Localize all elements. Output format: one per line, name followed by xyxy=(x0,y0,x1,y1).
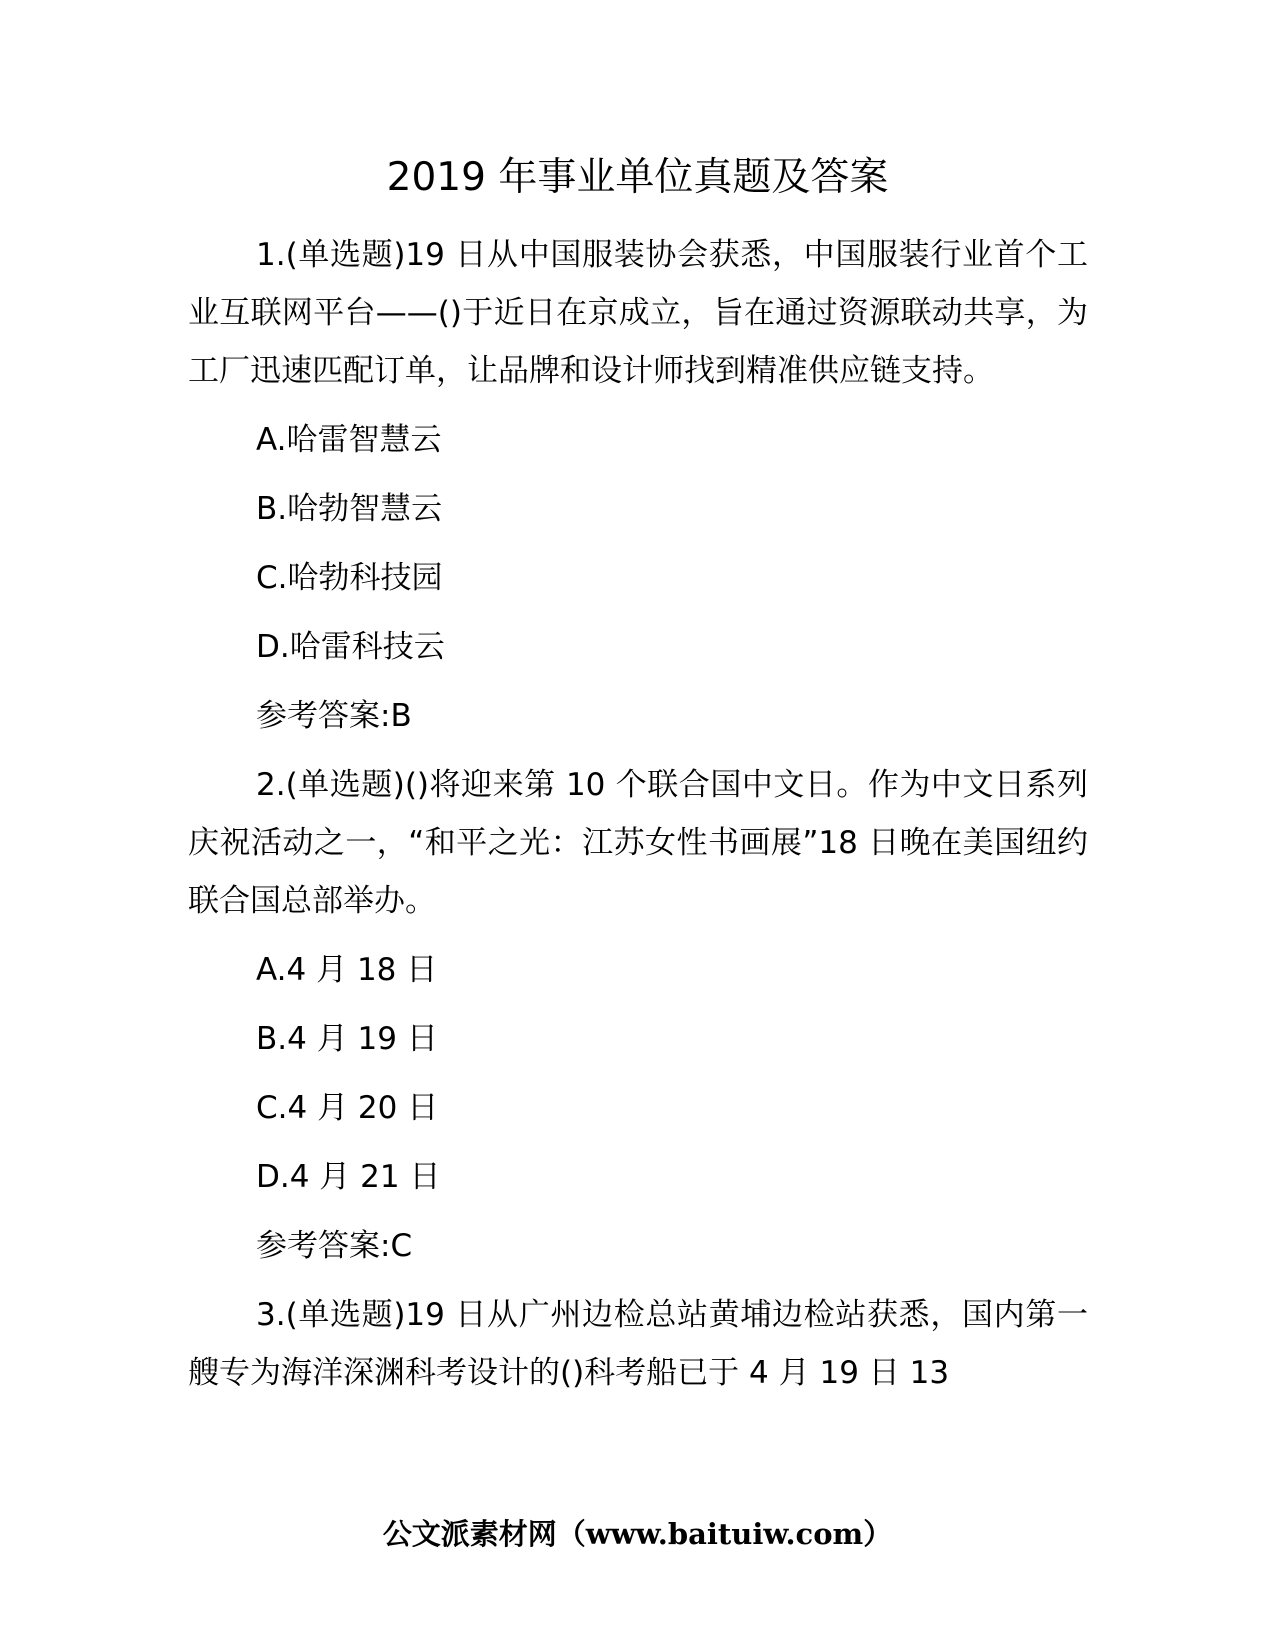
option-b: B.哈勃智慧云 xyxy=(256,491,443,527)
option-d: D.哈雷科技云 xyxy=(256,629,445,665)
document-title: 2019 年事业单位真题及答案 xyxy=(386,155,889,200)
answer-key: 参考答案:C xyxy=(256,1228,413,1264)
option-a: A.4 月 18 日 xyxy=(256,952,438,988)
option-d: D.4 月 21 日 xyxy=(256,1159,441,1195)
question-1 xyxy=(188,226,1088,745)
option-a: A.哈雷智慧云 xyxy=(256,422,442,458)
answer-key: 参考答案:B xyxy=(256,698,412,734)
option-b: B.4 月 19 日 xyxy=(256,1021,438,1057)
footer-watermark: 公文派素材网（www.baituiw.com） xyxy=(382,1517,893,1551)
option-c: C.4 月 20 日 xyxy=(256,1090,439,1126)
question-stem: 1.(单选题)19 日从中国服装协会获悉，中国服装行业首个工业互联网平台——()于近日在京成立，旨在通过资源联动共享，为工厂迅速匹配订单，让品牌和设计师找到精准供应链支持。 xyxy=(188,237,1088,389)
question-stem: 2.(单选题)()将迎来第 10 个联合国中文日。作为中文日系列庆祝活动之一，“和平之光：江苏女性书画展”18 日晚在美国纽约联合国总部举办。 xyxy=(188,767,1088,919)
question-3 xyxy=(188,1286,1088,1402)
question-2 xyxy=(188,756,1088,1275)
question-stem: 3.(单选题)19 日从广州边检总站黄埔边检站获悉，国内第一艘专为海洋深渊科考设计的()科考船已于 4 月 19 日 13 xyxy=(188,1297,1088,1391)
option-c: C.哈勃科技园 xyxy=(256,560,443,596)
document-body xyxy=(188,226,1088,1402)
